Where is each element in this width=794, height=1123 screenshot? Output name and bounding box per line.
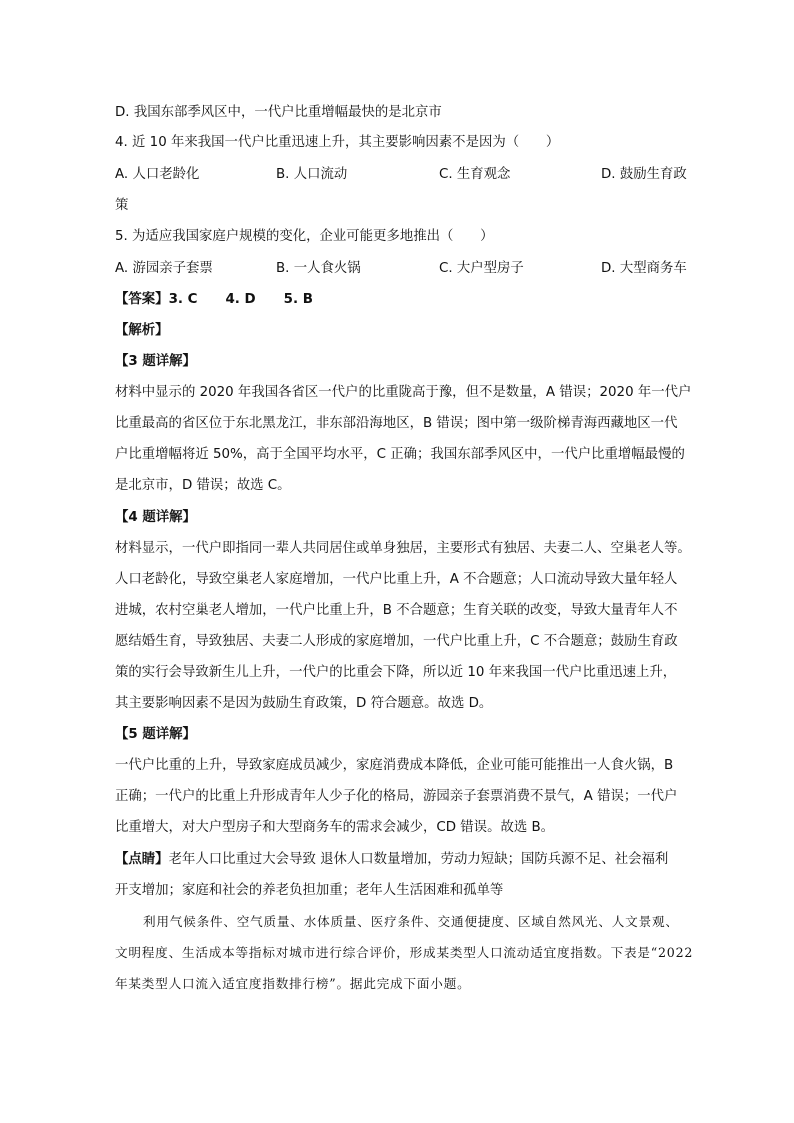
detail5-line: 正确；一代户的比重上升形成青年人少子化的格局，游园亲子套票消费不景气，A 错误；一代户 <box>115 789 678 804</box>
note-line-2: 开支增加；家庭和社会的养老负担加重；老年人生活困难和孤单等 <box>115 883 504 898</box>
detail4-line: 人口老龄化，导致空巢老人家庭增加，一代户比重上升，A 不合题意；人口流动导致大量年轻人 <box>115 572 678 587</box>
passage-line: 文明程度、生活成本等指标对城市进行综合评价，形成某类型人口流动适宜度指数。下表是“2022 <box>115 945 694 960</box>
detail4-title: 【4 题详解】 <box>115 510 196 525</box>
detail5-line: 比重增大，对大户型房子和大型商务车的需求会减少，CD 错误。故选 B。 <box>115 820 555 835</box>
detail4-line: 策的实行会导致新生儿上升，一代户的比重会下降，所以近 10 年来我国一代户比重迅速上升， <box>115 665 677 680</box>
answer-label: 【答案】 <box>115 292 169 307</box>
detail3-line: 材料中显示的 2020 年我国各省区一代户的比重陇高于豫，但不是数量，A 错误；2020 年一代户 <box>115 385 692 400</box>
q3-option-d: D. 我国东部季风区中，一代户比重增幅最快的是北京市 <box>115 105 442 120</box>
detail3-title: 【3 题详解】 <box>115 354 196 369</box>
analysis-label: 【解析】 <box>115 323 169 338</box>
detail4-line: 进城，农村空巢老人增加，一代户比重上升，B 不合题意；生育关联的改变，导致大量青年人不 <box>115 603 678 618</box>
q4-stem: 4. 近 10 年来我国一代户比重迅速上升，其主要影响因素不是因为（ ） <box>115 135 560 150</box>
passage-line: 年某类型人口流入适宜度指数排行榜”。据此完成下面小题。 <box>115 976 471 991</box>
q5-stem: 5. 为适应我国家庭户规模的变化，企业可能更多地推出（ ） <box>115 229 494 244</box>
detail3-line: 比重最高的省区位于东北黑龙江，非东部沿海地区，B 错误；图中第一级阶梯青海西藏地区一代 <box>115 416 678 431</box>
answer-item: 5. B <box>283 292 313 307</box>
detail4-line: 其主要影响因素不是因为鼓励生育政策，D 符合题意。故选 D。 <box>115 696 493 711</box>
answer-item: 4. D <box>225 292 256 307</box>
answer-item: 3. C <box>168 292 198 307</box>
q5-option-c: C. 大户型房子 <box>439 261 524 276</box>
detail4-line: 材料显示，一代户即指同一辈人共同居住或单身独居，主要形式有独居、夫妻二人、空巢老人等。 <box>115 541 691 556</box>
q4-option-c: C. 生育观念 <box>439 167 511 182</box>
note-label: 【点睛】 <box>115 852 169 867</box>
note-text: 老年人口比重过大会导致 退休人口数量增加，劳动力短缺；国防兵源不足、社会福利 <box>168 852 669 867</box>
detail5-line: 一代户比重的上升，导致家庭成员减少，家庭消费成本降低，企业可能可能推出一人食火锅，B <box>115 758 674 773</box>
q5-option-a: A. 游园亲子套票 <box>115 261 213 276</box>
answer-line <box>115 292 313 308</box>
q5-option-b: B. 一人食火锅 <box>276 261 361 276</box>
detail4-line: 愿结婚生育，导致独居、夫妻二人形成的家庭增加，一代户比重上升，C 不合题意；鼓励生育政 <box>115 634 678 649</box>
q4-option-a: A. 人口老龄化 <box>115 167 200 182</box>
detail3-line: 是北京市，D 错误；故选 C。 <box>115 478 291 493</box>
q5-option-d: D. 大型商务车 <box>601 261 687 276</box>
detail3-line: 户比重增幅将近 50%，高于全国平均水平，C 正确；我国东部季风区中，一代户比重增幅最慢的 <box>115 447 685 462</box>
q4-option-d: D. 鼓励生育政 <box>601 167 687 182</box>
passage-line: 利用气候条件、空气质量、水体质量、医疗条件、交通便捷度、区域自然风光、人文景观、 <box>143 914 679 929</box>
note-line <box>115 852 668 868</box>
q4-option-b: B. 人口流动 <box>276 167 348 182</box>
detail5-title: 【5 题详解】 <box>115 727 196 742</box>
q4-option-d-wrap: 策 <box>115 198 129 213</box>
